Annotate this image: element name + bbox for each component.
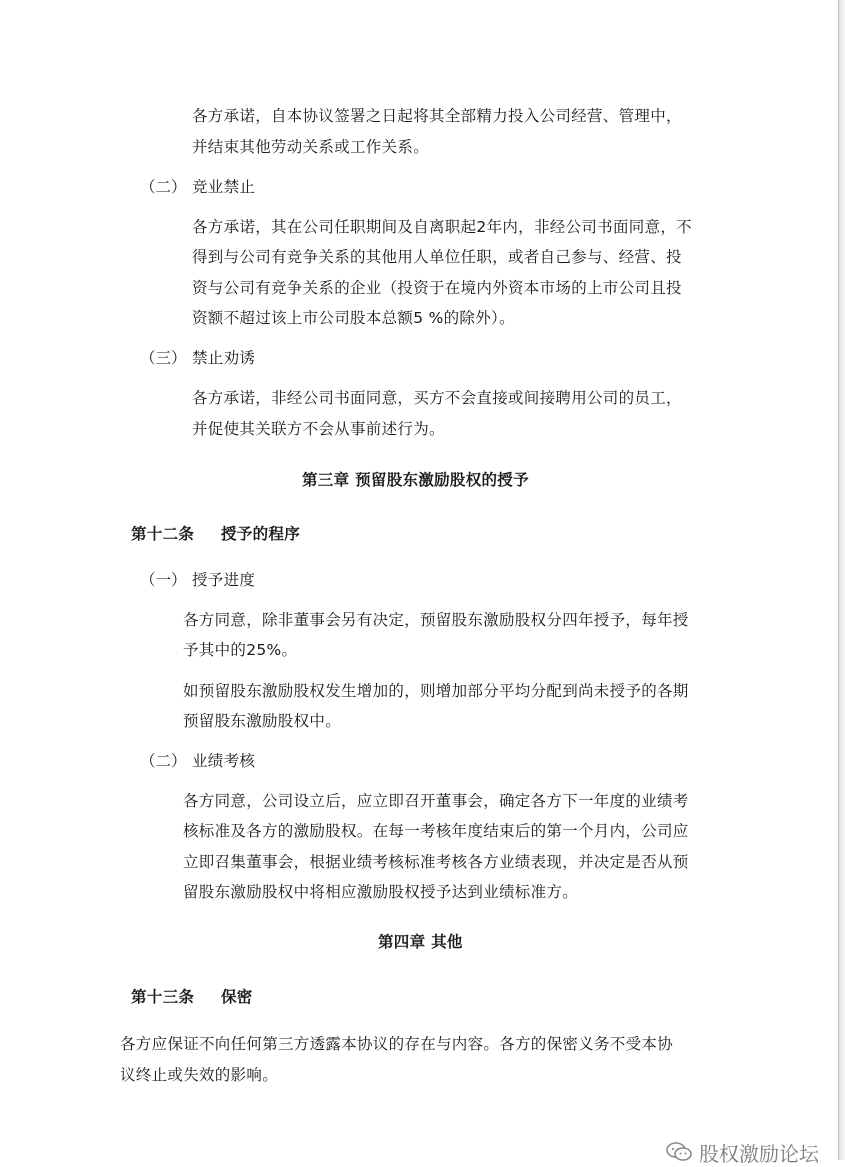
item-title-nonsolicit: 禁止劝诱 [192,349,256,367]
watermark-text: 股权激励论坛 [699,1141,819,1166]
nonsolicit-line-1: 各方承诺，非经公司书面同意，买方不会直接或间接聘用公司的员工， [192,389,682,407]
noncompete-line-3: 资与公司有竞争关系的企业（投资于在境内外资本市场的上市公司且投 [192,279,682,297]
grant-schedule-p2-line-1: 如预留股东激励股权发生增加的，则增加部分平均分配到尚未授予的各期 [183,682,689,700]
intro-line-2: 并结束其他劳动关系或工作关系。 [192,138,430,156]
noncompete-line-2: 得到与公司有竞争关系的其他用人单位任职，或者自己参与、经营、投 [192,248,682,266]
item-number-grant-schedule: （一） [140,571,187,589]
intro-line-1: 各方承诺，自本协议签署之日起将其全部精力投入公司经营、管理中， [192,107,682,125]
item-title-noncompete: 竞业禁止 [192,178,256,196]
performance-line-1: 各方同意，公司设立后，应立即召开董事会，确定各方下一年度的业绩考 [183,792,689,810]
chapter-4-heading: 第四章 其他 [378,933,463,951]
noncompete-line-1: 各方承诺，其在公司任职期间及自离职起2年内，非经公司书面同意，不 [192,218,692,236]
watermark [665,1138,819,1166]
item-number-noncompete: （二） [140,178,187,196]
confidentiality-line-2: 议终止或失效的影响。 [120,1066,279,1084]
performance-line-3: 立即召集董事会，根据业绩考核标准考核各方业绩表现，并决定是否从预 [183,853,689,871]
nonsolicit-line-2: 并促使其关联方不会从事前述行为。 [192,420,445,438]
chapter-3-heading: 第三章 预留股东激励股权的授予 [302,471,529,489]
article-12-number: 第十二条 [131,525,195,543]
grant-schedule-p2-line-2: 预留股东激励股权中。 [183,712,342,730]
item-number-nonsolicit: （三） [140,349,187,367]
item-number-performance: （二） [140,752,187,770]
grant-schedule-p1-line-1: 各方同意，除非董事会另有决定，预留股东激励股权分四年授予，每年授 [183,611,689,629]
article-13-number: 第十三条 [131,988,195,1006]
performance-line-4: 留股东激励股权中将相应激励股权授予达到业绩标准方。 [183,883,579,901]
grant-schedule-p1-line-2: 予其中的25%。 [183,641,298,659]
item-title-performance: 业绩考核 [192,752,256,770]
article-12-title: 授予的程序 [221,525,301,543]
page-edge [838,0,839,1160]
page-shadow [839,0,845,1160]
performance-line-2: 核标准及各方的激励股权。在每一考核年度结束后的第一个月内，公司应 [183,822,689,840]
confidentiality-line-1: 各方应保证不向任何第三方透露本协议的存在与内容。各方的保密义务不受本协 [120,1035,674,1053]
item-title-grant-schedule: 授予进度 [192,571,256,589]
article-13-title: 保密 [221,988,253,1006]
noncompete-line-4: 资额不超过该上市公司股本总额5 %的除外）。 [192,309,515,327]
